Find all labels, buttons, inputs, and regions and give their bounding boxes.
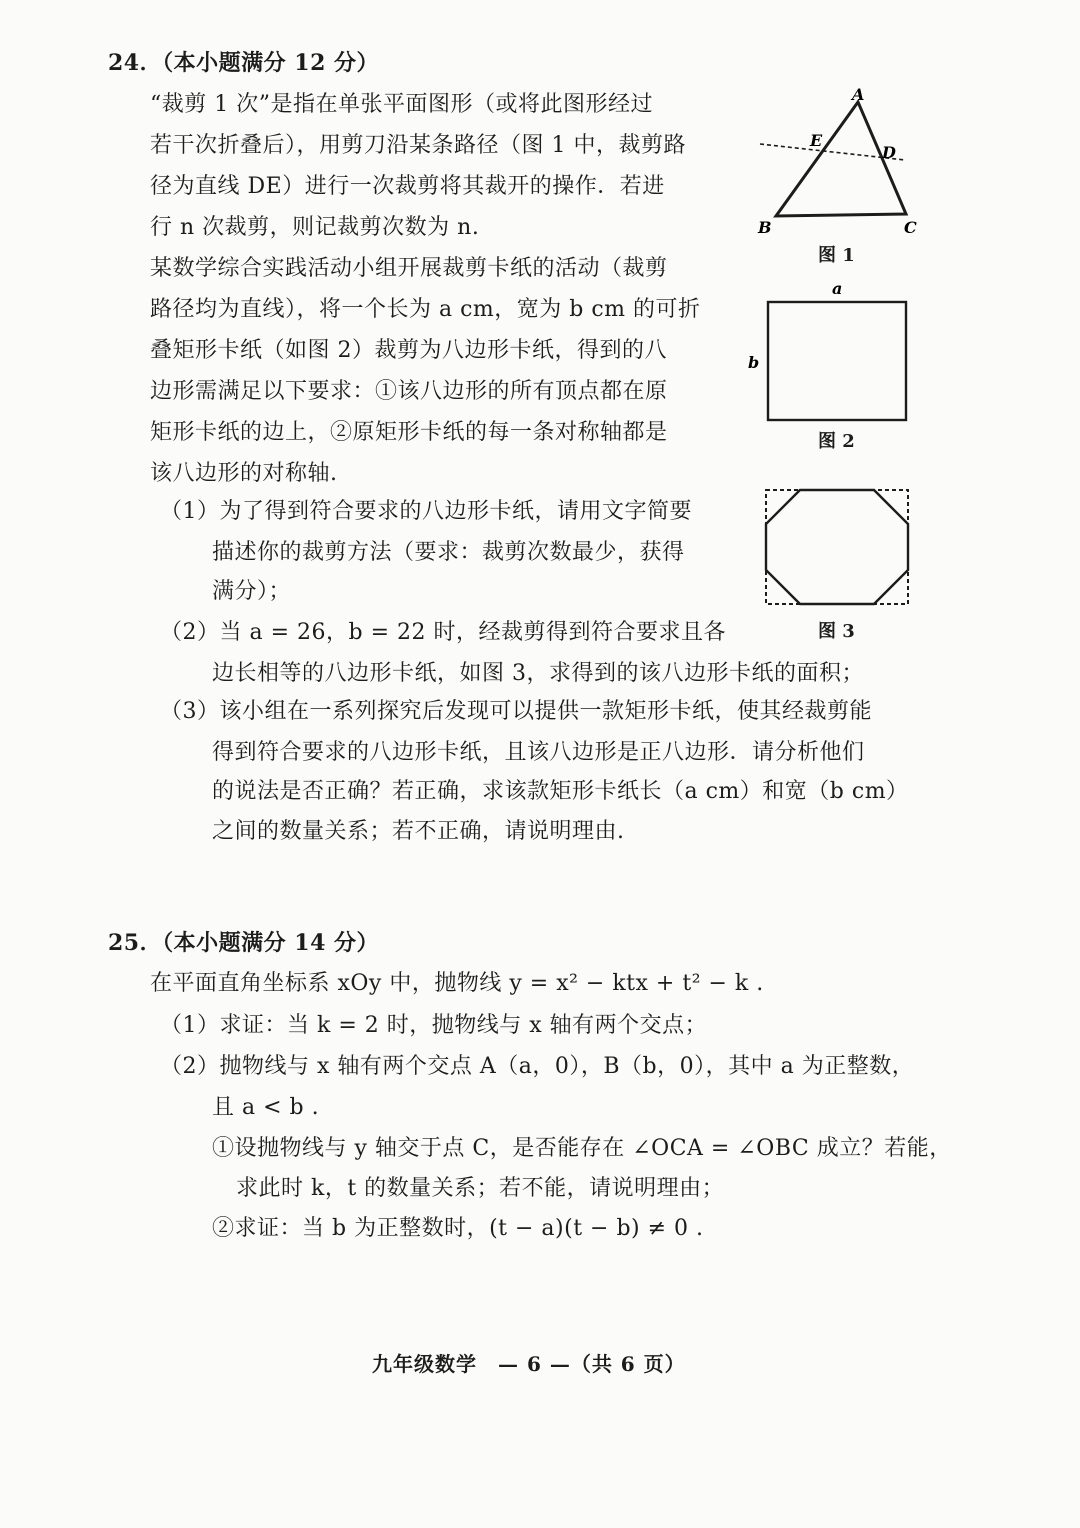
q24-part3-line-4: 之间的数量关系；若不正确，请说明理由. xyxy=(212,819,625,844)
q24-header: 24．（本小题满分 12 分） xyxy=(108,50,380,76)
label-c: C xyxy=(904,218,917,237)
q24-part2-line-1: （2）当 a = 26，b = 22 时，经裁剪得到符合要求且各 xyxy=(160,620,727,645)
q24-part1-line-2: 描述你的裁剪方法（要求：裁剪次数最少，获得 xyxy=(212,540,685,565)
octagon xyxy=(766,490,908,604)
label-a: A xyxy=(852,88,865,104)
figure-1-caption: 图 1 xyxy=(818,245,855,266)
q25-header: 25．（本小题满分 14 分） xyxy=(108,930,380,956)
q24-line-2: 若干次折叠后），用剪刀沿某条路径（图 1 中，裁剪路 xyxy=(150,133,686,158)
q24-line-1: “裁剪 1 次”是指在单张平面图形（或将此图形经过 xyxy=(150,92,653,117)
label-side-b: b xyxy=(748,353,760,372)
page-footer: 九年级数学 — 6 —（共 6 页） xyxy=(372,1352,686,1376)
q24-line-3: 径为直线 DE）进行一次裁剪将其裁开的操作．若进 xyxy=(150,174,665,199)
q24-line-7: 叠矩形卡纸（如图 2）裁剪为八边形卡纸，得到的八 xyxy=(150,338,667,363)
label-e: E xyxy=(810,131,823,150)
q24-part1-line-3: 满分）； xyxy=(212,579,292,604)
label-side-a: a xyxy=(832,279,843,298)
q24-part2-line-2: 边长相等的八边形卡纸，如图 3，求得到的该八边形卡纸的面积； xyxy=(212,661,864,686)
figure-2-caption: 图 2 xyxy=(818,431,855,452)
label-d: D xyxy=(882,143,896,162)
q24-line-9: 矩形卡纸的边上，②原矩形卡纸的每一条对称轴都是 xyxy=(150,420,668,445)
q24-line-5: 某数学综合实践活动小组开展裁剪卡纸的活动（裁剪 xyxy=(150,256,668,281)
q24-part3-line-2: 得到符合要求的八边形卡纸，且该八边形是正八边形．请分析他们 xyxy=(212,740,865,765)
q25-sub1-line-1: ①设抛物线与 y 轴交于点 C，是否能存在 ∠OCA = ∠OBC 成立？若能， xyxy=(212,1136,952,1161)
dashed-rectangle xyxy=(766,490,908,604)
figure-2-rectangle xyxy=(740,278,930,428)
card-rectangle xyxy=(768,302,906,420)
q25-sub2: ②求证：当 b 为正整数时，(t − a)(t − b) ≠ 0 . xyxy=(212,1216,704,1241)
figure-3-octagon xyxy=(760,484,920,614)
figure-1-triangle xyxy=(740,88,940,238)
label-b: B xyxy=(758,218,772,237)
q24-line-10: 该八边形的对称轴. xyxy=(150,461,338,486)
q25-part2-line-1: （2）抛物线与 x 轴有两个交点 A（a，0），B（b，0），其中 a 为正整数， xyxy=(160,1054,915,1079)
q24-line-6: 路径均为直线），将一个长为 a cm，宽为 b cm 的可折 xyxy=(150,297,701,322)
q25-part1: （1）求证：当 k = 2 时，抛物线与 x 轴有两个交点； xyxy=(160,1013,708,1038)
q25-part2-line-2: 且 a < b . xyxy=(212,1095,320,1120)
figure-3-caption: 图 3 xyxy=(818,621,855,642)
q25-intro: 在平面直角坐标系 xOy 中，抛物线 y = x² − ktx + t² − k . xyxy=(150,971,764,996)
q24-line-4: 行 n 次裁剪，则记裁剪次数为 n. xyxy=(150,215,480,240)
q25-sub1-line-2: 求此时 k，t 的数量关系；若不能，请说明理由； xyxy=(236,1176,725,1201)
q24-line-8: 边形需满足以下要求：①该八边形的所有顶点都在原 xyxy=(150,379,668,404)
q24-part3-line-1: （3）该小组在一系列探究后发现可以提供一款矩形卡纸，使其经裁剪能 xyxy=(160,699,872,724)
q24-part1-line-1: （1）为了得到符合要求的八边形卡纸，请用文字简要 xyxy=(160,499,692,524)
q24-part3-line-3: 的说法是否正确？若正确，求该款矩形卡纸长（a cm）和宽（b cm） xyxy=(212,779,909,804)
